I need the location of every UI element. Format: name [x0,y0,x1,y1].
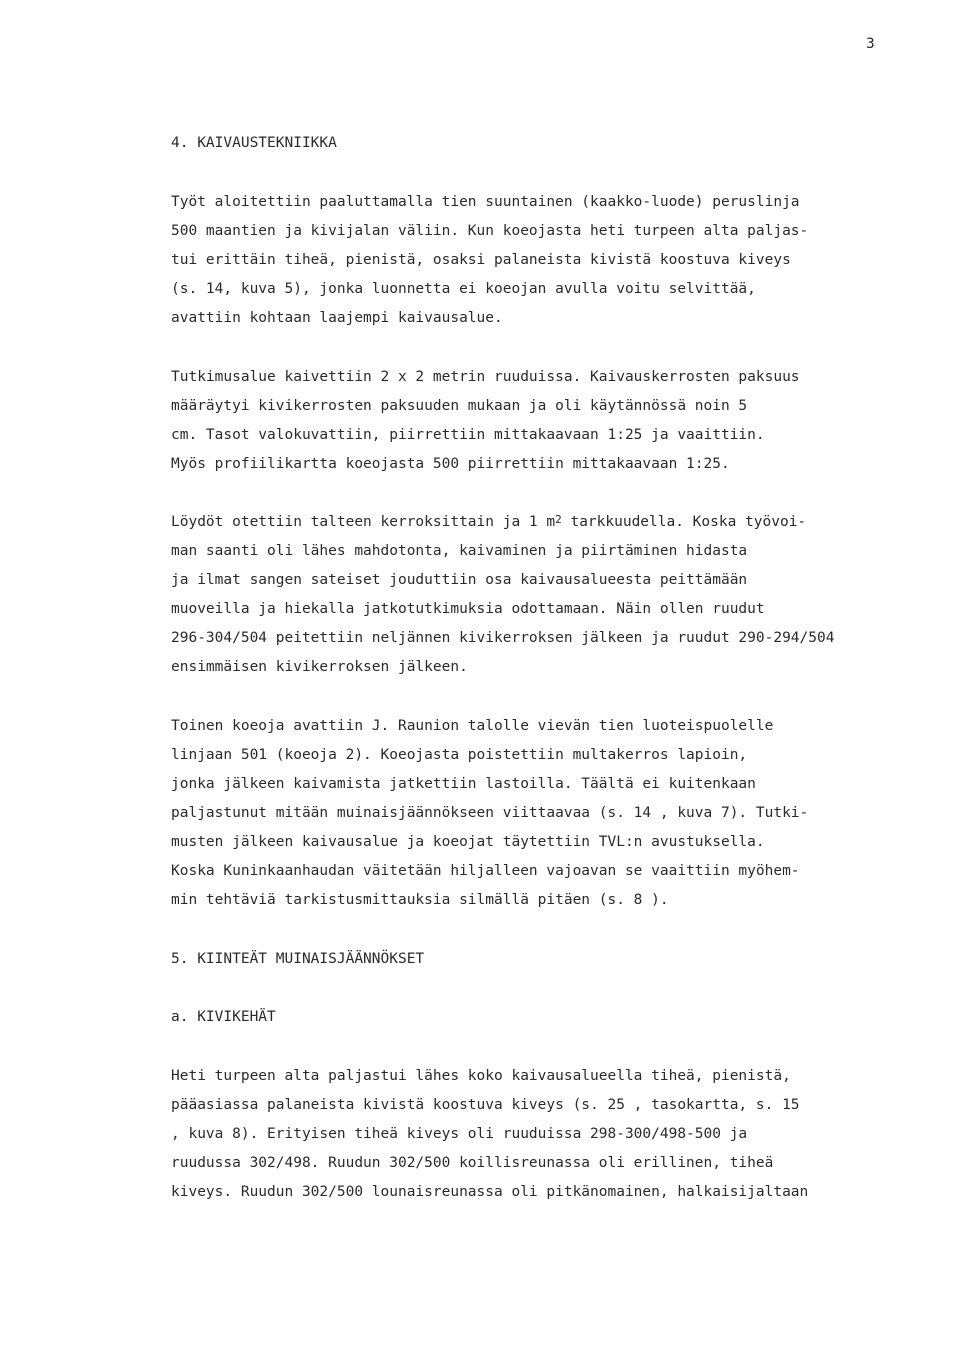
paragraph-3-text-a: Löydöt otettiin talteen kerroksittain ja 1 m [171,514,556,530]
paragraph-1-line: 500 maantien ja kivijalan väliin. Kun koeojasta heti turpeen alta paljas- [171,223,809,239]
paragraph-1-line: (s. 14, kuva 5), jonka luonnetta ei koeojan avulla voitu selvittää, [171,281,756,297]
paragraph-3-line: man saanti oli lähes mahdotonta, kaivaminen ja piirtäminen hidasta [171,543,748,559]
paragraph-3-line: 296-304/504 peitettiin neljännen kivikerroksen jälkeen ja ruudut 290-294/504 [171,630,835,646]
paragraph-1-line: tui erittäin tiheä, pienistä, osaksi palaneista kivistä koostuva kiveys [171,252,791,268]
paragraph-5-line: kiveys. Ruudun 302/500 lounaisreunassa oli pitkänomainen, halkaisijaltaan [171,1184,809,1200]
paragraph-5-line: , kuva 8). Erityisen tiheä kiveys oli ruuduissa 298-300/498-500 ja [171,1126,748,1142]
superscript-two: 2 [555,513,562,526]
paragraph-2-line: Tutkimusalue kaivettiin 2 x 2 metrin ruuduissa. Kaivauskerrosten paksuus [171,369,800,385]
subsection-heading-kivikehat: a. KIVIKEHÄT [171,1009,276,1025]
paragraph-4-line: min tehtäviä tarkistusmittauksia silmällä pitäen (s. 8 ). [171,892,669,908]
paragraph-4-line: Koska Kuninkaanhaudan väitetään hiljalleen vajoavan se vaaittiin myöhem- [171,863,800,879]
paragraph-5-line: pääasiassa palaneista kivistä koostuva kiveys (s. 25 , tasokartta, s. 15 [171,1097,800,1113]
paragraph-3-line: ensimmäisen kivikerroksen jälkeen. [171,659,468,675]
paragraph-3-line: muoveilla ja hiekalla jatkotutkimuksia odottamaan. Näin ollen ruudut [171,601,765,617]
paragraph-3-text-b: tarkkuudella. Koska työvoi- [561,514,807,530]
paragraph-4-line: Toinen koeoja avattiin J. Raunion talolle vievän tien luoteispuolelle [171,718,774,734]
section-heading-kaivaustekniikka: 4. KAIVAUSTEKNIIKKA [171,135,337,151]
paragraph-3-first-line [171,512,806,533]
section-heading-kiinteat-muinaisjaannokset: 5. KIINTEÄT MUINAISJÄÄNNÖKSET [171,951,425,967]
paragraph-5-line: ruudussa 302/498. Ruudun 302/500 koillisreunassa oli erillinen, tiheä [171,1155,774,1171]
page-number: 3 [866,36,875,52]
paragraph-4-line: jonka jälkeen kaivamista jatkettiin lastoilla. Täältä ei kuitenkaan [171,776,756,792]
paragraph-1-line: avattiin kohtaan laajempi kaivausalue. [171,310,503,326]
paragraph-4-line: musten jälkeen kaivausalue ja koeojat täytettiin TVL:n avustuksella. [171,834,765,850]
paragraph-4-line: linjaan 501 (koeoja 2). Koeojasta poistettiin multakerros lapioin, [171,747,748,763]
paragraph-2-line: määräytyi kivikerrosten paksuuden mukaan ja oli käytännössä noin 5 [171,398,748,414]
paragraph-5-line: Heti turpeen alta paljastui lähes koko kaivausalueella tiheä, pienistä, [171,1068,791,1084]
paragraph-1-line: Työt aloitettiin paaluttamalla tien suuntainen (kaakko-luode) peruslinja [171,194,800,210]
paragraph-2-line: cm. Tasot valokuvattiin, piirrettiin mittakaavaan 1:25 ja vaaittiin. [171,427,765,443]
paragraph-2-line: Myös profiilikartta koeojasta 500 piirrettiin mittakaavaan 1:25. [171,456,730,472]
paragraph-3-line: ja ilmat sangen sateiset jouduttiin osa kaivausalueesta peittämään [171,572,748,588]
paragraph-4-line: paljastunut mitään muinaisjäännökseen viittaavaa (s. 14 , kuva 7). Tutki- [171,805,809,821]
